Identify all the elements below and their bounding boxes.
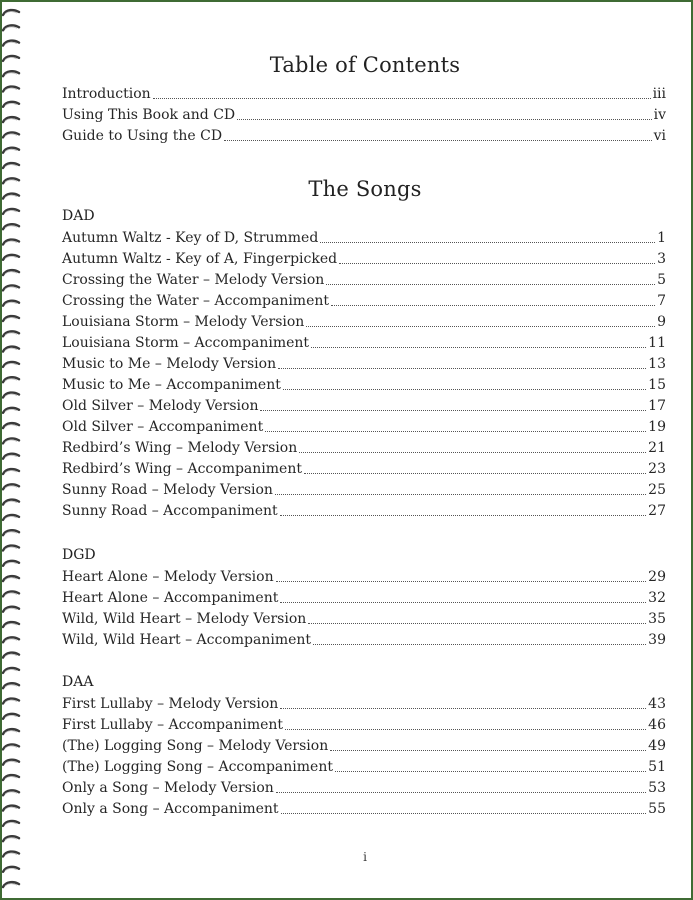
- dot-leader: [308, 623, 646, 624]
- song-entry[interactable]: [62, 229, 666, 247]
- spiral-coil: [3, 102, 19, 107]
- toc-title: Table of Contents: [269, 53, 461, 77]
- tuning-section-dad: DAD: [62, 208, 95, 224]
- dot-leader: [280, 515, 646, 516]
- spiral-coil: [3, 163, 19, 168]
- spiral-coil: [3, 41, 19, 46]
- spiral-coil: [3, 438, 19, 443]
- song-entry[interactable]: [62, 460, 666, 478]
- spiral-coil: [3, 867, 19, 872]
- song-title: Redbird’s Wing – Melody Version: [62, 440, 298, 456]
- toc-entry-page: vi: [653, 128, 666, 144]
- spiral-coil: [3, 699, 19, 704]
- song-page: 5: [657, 272, 666, 288]
- song-entry[interactable]: [62, 334, 666, 352]
- spiral-coil: [3, 10, 19, 15]
- dot-leader: [260, 410, 646, 411]
- spiral-coil: [3, 377, 19, 382]
- dot-leader: [283, 389, 646, 390]
- toc-entry-introduction[interactable]: [62, 85, 666, 103]
- song-page: 1: [657, 230, 666, 246]
- song-page: 9: [657, 314, 666, 330]
- song-entry[interactable]: [62, 610, 666, 628]
- spiral-coil: [3, 224, 19, 229]
- song-title: Only a Song – Accompaniment: [62, 801, 279, 817]
- song-entry[interactable]: [62, 631, 666, 649]
- song-title: Music to Me – Melody Version: [62, 356, 277, 372]
- dot-leader: [313, 644, 646, 645]
- spiral-coil: [3, 132, 19, 137]
- spiral-coil: [3, 178, 19, 183]
- song-page: 17: [648, 398, 666, 414]
- spiral-coil: [3, 882, 19, 887]
- toc-entry-page: iv: [653, 107, 666, 123]
- dot-leader: [335, 771, 646, 772]
- spiral-coil: [3, 576, 19, 581]
- song-title: Wild, Wild Heart – Accompaniment: [62, 632, 312, 648]
- spiral-coil: [3, 653, 19, 658]
- spiral-coil: [3, 71, 19, 76]
- dot-leader: [224, 140, 652, 141]
- song-page: 29: [648, 569, 666, 585]
- song-entry[interactable]: [62, 800, 666, 818]
- dot-leader: [320, 242, 655, 243]
- song-title: First Lullaby – Accompaniment: [62, 717, 284, 733]
- dot-leader: [280, 602, 646, 603]
- song-title: Old Silver – Melody Version: [62, 398, 259, 414]
- song-title: Sunny Road – Accompaniment: [62, 503, 278, 519]
- spiral-coil: [3, 530, 19, 535]
- dot-leader: [276, 581, 647, 582]
- dot-leader: [281, 813, 647, 814]
- spiral-coil: [3, 484, 19, 489]
- spiral-coil: [3, 821, 19, 826]
- song-page: 23: [648, 461, 666, 477]
- song-entry[interactable]: [62, 758, 666, 776]
- song-title: Heart Alone – Accompaniment: [62, 590, 279, 606]
- dot-leader: [304, 473, 646, 474]
- song-page: 46: [648, 717, 666, 733]
- page-content: [60, 2, 670, 898]
- song-entry[interactable]: [62, 695, 666, 713]
- toc-entry-using-this-book[interactable]: [62, 106, 666, 124]
- song-title: Music to Me – Accompaniment: [62, 377, 281, 393]
- song-title: First Lullaby – Melody Version: [62, 696, 279, 712]
- song-title: Autumn Waltz - Key of A, Fingerpicked: [62, 251, 338, 267]
- spiral-coil: [3, 270, 19, 275]
- song-entry[interactable]: [62, 589, 666, 607]
- song-title: Autumn Waltz - Key of D, Strummed: [62, 230, 319, 246]
- spiral-coil: [3, 423, 19, 428]
- song-page: 21: [648, 440, 666, 456]
- spiral-coil: [3, 622, 19, 627]
- spiral-coil: [3, 393, 19, 398]
- dot-leader: [265, 431, 646, 432]
- song-title: (The) Logging Song – Melody Version: [62, 738, 329, 754]
- spiral-coil: [3, 362, 19, 367]
- spiral-coil: [3, 285, 19, 290]
- spiral-coil: [3, 790, 19, 795]
- song-page: 19: [648, 419, 666, 435]
- spiral-coil: [3, 546, 19, 551]
- song-page: 35: [648, 611, 666, 627]
- spiral-coil: [3, 852, 19, 857]
- spiral-coil: [3, 255, 19, 260]
- song-title: Redbird’s Wing – Accompaniment: [62, 461, 302, 477]
- spiral-coil: [3, 775, 19, 780]
- spiral-coil: [3, 561, 19, 566]
- tuning-section-dgd: DGD: [62, 547, 96, 563]
- spiral-coil: [3, 117, 19, 122]
- spiral-coil: [3, 469, 19, 474]
- song-page: 53: [648, 780, 666, 796]
- song-title: Louisiana Storm – Melody Version: [62, 314, 305, 330]
- song-entry[interactable]: [62, 355, 666, 373]
- dot-leader: [299, 452, 646, 453]
- dot-leader: [276, 792, 646, 793]
- song-page: 43: [648, 696, 666, 712]
- spiral-coil: [3, 209, 19, 214]
- spiral-coil: [3, 729, 19, 734]
- song-page: 7: [657, 293, 666, 309]
- song-title: Wild, Wild Heart – Melody Version: [62, 611, 307, 627]
- song-page: 13: [648, 356, 666, 372]
- song-page: 51: [648, 759, 666, 775]
- dot-leader: [326, 284, 655, 285]
- songs-title: The Songs: [308, 177, 422, 201]
- song-entry[interactable]: [62, 376, 666, 394]
- song-page: 55: [648, 801, 666, 817]
- song-entry[interactable]: [62, 292, 666, 310]
- toc-entry-label: Introduction: [62, 86, 151, 102]
- spiral-coil: [3, 500, 19, 505]
- song-title: Crossing the Water – Accompaniment: [62, 293, 330, 309]
- dot-leader: [330, 750, 646, 751]
- spiral-coil: [3, 683, 19, 688]
- dot-leader: [311, 347, 646, 348]
- song-title: Sunny Road – Melody Version: [62, 482, 273, 498]
- song-page: 49: [648, 738, 666, 754]
- song-entry[interactable]: [62, 397, 666, 415]
- spiral-coil: [3, 744, 19, 749]
- spiral-coil: [3, 668, 19, 673]
- song-page: 39: [648, 632, 666, 648]
- spiral-coil: [3, 714, 19, 719]
- song-entry[interactable]: [62, 481, 666, 499]
- spiral-coil: [3, 836, 19, 841]
- dot-leader: [285, 729, 646, 730]
- spiral-coil: [3, 316, 19, 321]
- song-page: 11: [648, 335, 666, 351]
- spiral-coil: [3, 760, 19, 765]
- song-entry[interactable]: [62, 439, 666, 457]
- song-title: (The) Logging Song – Accompaniment: [62, 759, 333, 775]
- dot-leader: [153, 98, 651, 99]
- spiral-coil: [3, 806, 19, 811]
- spiral-coil: [3, 240, 19, 245]
- spiral-coil: [3, 591, 19, 596]
- spiral-coil: [3, 347, 19, 352]
- dot-leader: [275, 494, 646, 495]
- song-entry[interactable]: [62, 779, 666, 797]
- spiral-binding: [2, 2, 24, 898]
- spiral-coil: [3, 331, 19, 336]
- song-title: Heart Alone – Melody Version: [62, 569, 274, 585]
- song-page: 32: [648, 590, 666, 606]
- dot-leader: [280, 708, 646, 709]
- tuning-section-daa: DAA: [62, 674, 94, 690]
- dot-leader: [306, 326, 655, 327]
- toc-entry-guide-cd[interactable]: [62, 127, 666, 145]
- spiral-coil: [3, 515, 19, 520]
- song-page: 3: [657, 251, 666, 267]
- song-page: 15: [648, 377, 666, 393]
- dot-leader: [339, 263, 655, 264]
- page-folio: i: [363, 850, 367, 864]
- spiral-coil: [3, 194, 19, 199]
- song-page: 25: [648, 482, 666, 498]
- toc-entry-label: Using This Book and CD: [62, 107, 236, 123]
- dot-leader: [237, 119, 651, 120]
- song-title: Old Silver – Accompaniment: [62, 419, 264, 435]
- spiral-coil: [3, 607, 19, 612]
- dot-leader: [278, 368, 646, 369]
- spiral-coil: [3, 148, 19, 153]
- song-entry[interactable]: [62, 418, 666, 436]
- spiral-coil: [3, 408, 19, 413]
- spiral-coil: [3, 25, 19, 30]
- song-entry[interactable]: [62, 313, 666, 331]
- spiral-coil: [3, 87, 19, 92]
- spiral-coil: [3, 301, 19, 306]
- song-entry[interactable]: [62, 271, 666, 289]
- song-entry[interactable]: [62, 716, 666, 734]
- dot-leader: [331, 305, 655, 306]
- song-entry[interactable]: [62, 568, 666, 586]
- song-page: 27: [648, 503, 666, 519]
- toc-entry-page: iii: [652, 86, 666, 102]
- song-entry[interactable]: [62, 502, 666, 520]
- song-entry[interactable]: [62, 737, 666, 755]
- spiral-coil: [3, 454, 19, 459]
- spiral-coil: [3, 56, 19, 61]
- song-title: Crossing the Water – Melody Version: [62, 272, 325, 288]
- song-title: Only a Song – Melody Version: [62, 780, 274, 796]
- song-entry[interactable]: [62, 250, 666, 268]
- spiral-coil: [3, 637, 19, 642]
- song-title: Louisiana Storm – Accompaniment: [62, 335, 310, 351]
- toc-entry-label: Guide to Using the CD: [62, 128, 223, 144]
